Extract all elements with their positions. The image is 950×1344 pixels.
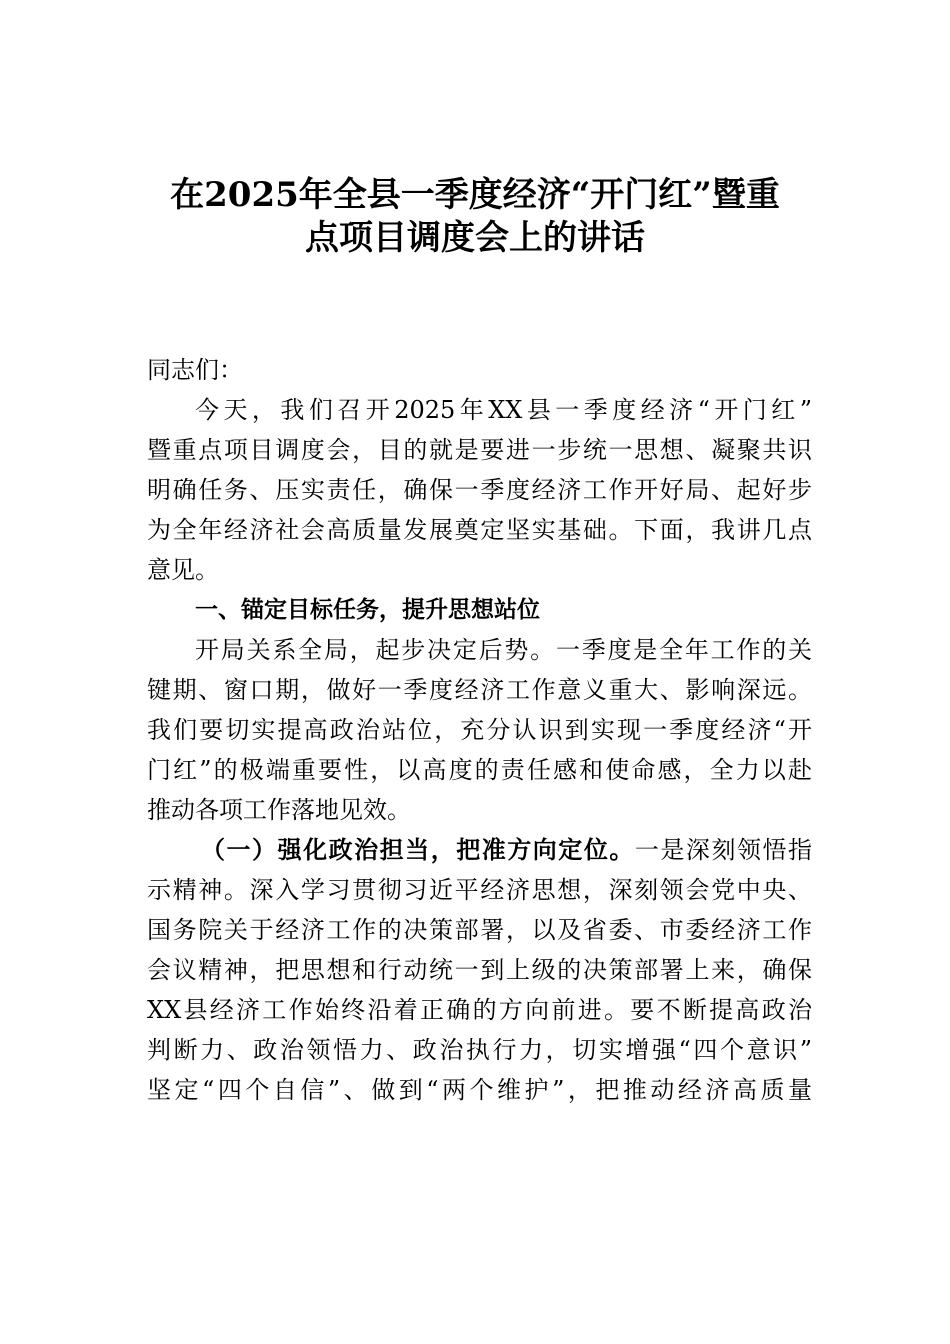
intro-line: 意见。 (147, 556, 219, 584)
intro-line: 明确任务、压实责任，确保一季度经济工作开好局、起好步 (147, 476, 812, 504)
section-1-paragraph (147, 630, 812, 830)
intro-line: 暨重点项目调度会，目的就是要进一步统一思想、凝聚共识 (147, 436, 812, 464)
title-line-1: 在2025年全县一季度经济“开门红”暨重 (170, 175, 780, 215)
subsection-1-line: 判断力、政治领悟力、政治执行力，切实增强“四个意识” (147, 1036, 812, 1064)
intro-line: 为全年经济社会高质量发展奠定坚实基础。下面，我讲几点 (147, 516, 812, 544)
intro-paragraph (147, 390, 812, 590)
section-1-line: 门红”的极端重要性，以高度的责任感和使命感，全力以赴 (147, 756, 812, 784)
section-1-heading-paragraph (147, 590, 812, 630)
intro-line: 今天，我们召开2025年XX县一季度经济“开门红” (195, 396, 812, 424)
subsection-1-line: 示精神。深入学习贯彻习近平经济思想，深刻领会党中央、 (147, 876, 812, 904)
section-1-line: 开局关系全局，起步决定后势。一季度是全年工作的关 (195, 636, 812, 664)
subsection-1-line: 会议精神，把思想和行动统一到上级的决策部署上来，确保 (147, 956, 812, 984)
section-1-heading: 一、锚定目标任务，提升思想站位 (195, 597, 540, 623)
subsection-1-line: 坚定“四个自信”、做到“两个维护”，把推动经济高质量 (147, 1076, 812, 1104)
subsection-1-first-line (147, 830, 812, 870)
document-body (147, 350, 812, 1110)
subsection-1-line: 国务院关于经济工作的决策部署，以及省委、市委经济工作 (147, 916, 812, 944)
subsection-1-line1-rest: 一是深刻领悟指 (634, 836, 812, 864)
section-1-line: 我们要切实提高政治站位，充分认识到实现一季度经济“开 (147, 716, 812, 744)
section-1-line: 键期、窗口期，做好一季度经济工作意义重大、影响深远。 (147, 676, 812, 704)
subsection-1-line: XX县经济工作始终沿着正确的方向前进。要不断提高政治 (147, 996, 812, 1024)
subsection-1-paragraph (147, 830, 812, 1110)
salutation: 同志们： (147, 356, 243, 384)
subsection-1-lead: （一）强化政治担当，把准方向定位。 (201, 835, 635, 864)
section-1-line: 推动各项工作落地见效。 (147, 796, 411, 824)
title-line-2: 点项目调度会上的讲话 (305, 218, 645, 258)
salutation-paragraph (147, 350, 812, 390)
